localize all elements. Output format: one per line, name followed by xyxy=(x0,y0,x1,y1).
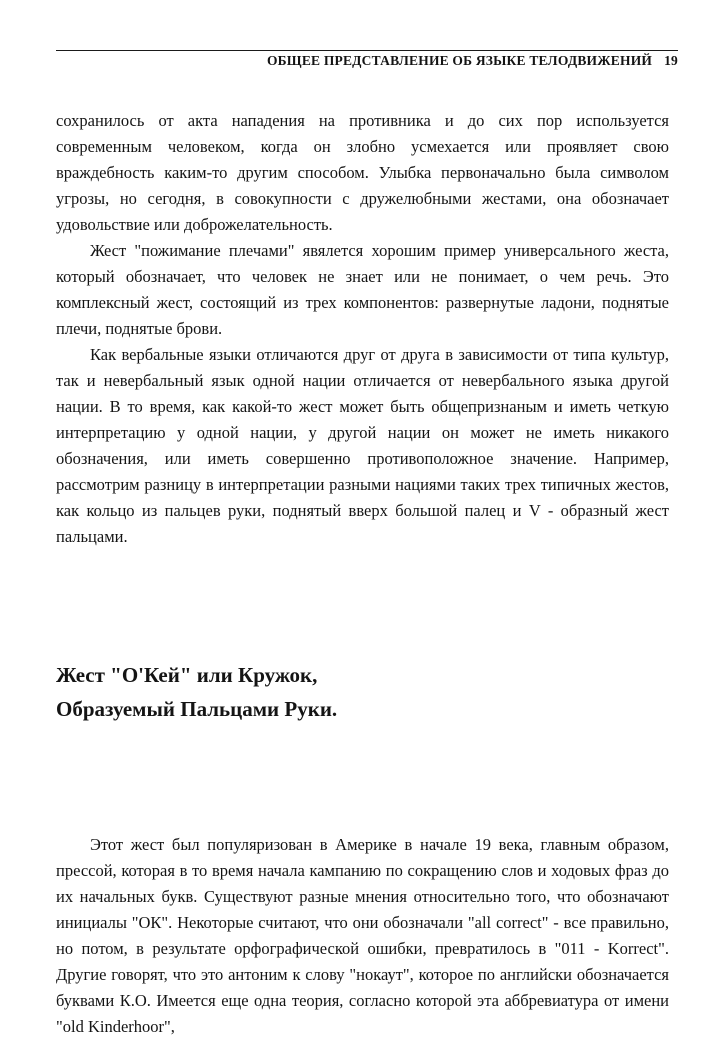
paragraph: сохранилось от акта нападения на противника и до сих пор используется современным человеком, когда он злобно усмехается или проявляет свою враждебность каким-то другим способом. Улыбка первоначально была символом угрозы, но сегодня, в совокупности с дружелюбными жестами, она обозначает удовольствие или доброжелательность. xyxy=(56,111,669,234)
header-rule xyxy=(56,50,678,51)
paragraph: Жест "пожимание плечами" явялется хорошим пример универсального жеста, который обозначает, что человек не знает или не понимает, о чем речь. Это комплексный жест, состоящий из трех компонентов: развернутые ладони, поднятые плечи, поднятые брови. xyxy=(56,241,669,338)
running-header-title: ОБЩЕЕ ПРЕДСТАВЛЕНИЕ ОБ ЯЗЫКЕ ТЕЛОДВИЖЕНИЙ xyxy=(266,53,653,68)
section-heading-line-2: Образуемый Пальцами Руки. xyxy=(56,697,338,721)
paragraph: Этот жест был популяризован в Америке в начале 19 века, главным образом, прессой, которая в то время начала кампанию по сокращению слов и ходовых фраз до их начальных букв. Существуют разные мнения относительно того, что обозначают инициалы "ОК". Некоторые считают, что они обозначали "all correct" - все правильно, но потом, в результате орфографической ошибки, превратилось в "011 - Korrect". Другие говорят, что это антоним к слову "нокаут", которое по английски обозначается буквами К.О. Имеется еще одна теория, согласно которой эта аббревиатура от имени "old Kinderhoor", xyxy=(56,835,669,1036)
section-heading xyxy=(56,658,669,726)
text-block-top xyxy=(56,108,669,550)
paragraph: Как вербальные языки отличаются друг от друга в зависимости от типа культур, так и невербальный язык одной нации отличается от невербального языка другой нации. В то время, как какой-то жест может быть общепризнаным и иметь четкую интерпретацию у одной нации, у другой нации он может не иметь никакого обозначения, или иметь совершенно противоположное значение. Например, рассмотрим разницу в интерпретации разными нациями таких трех типичных жестов, как кольцо из пальцев руки, поднятый вверх большой палец и V - образный жест пальцами. xyxy=(56,345,669,546)
running-header xyxy=(56,36,678,70)
header-text xyxy=(267,53,678,69)
text-block-bottom xyxy=(56,832,669,1040)
page-number: 19 xyxy=(664,53,678,68)
section-heading-line-1: Жест "О'Кей" или Кружок, xyxy=(56,663,318,687)
